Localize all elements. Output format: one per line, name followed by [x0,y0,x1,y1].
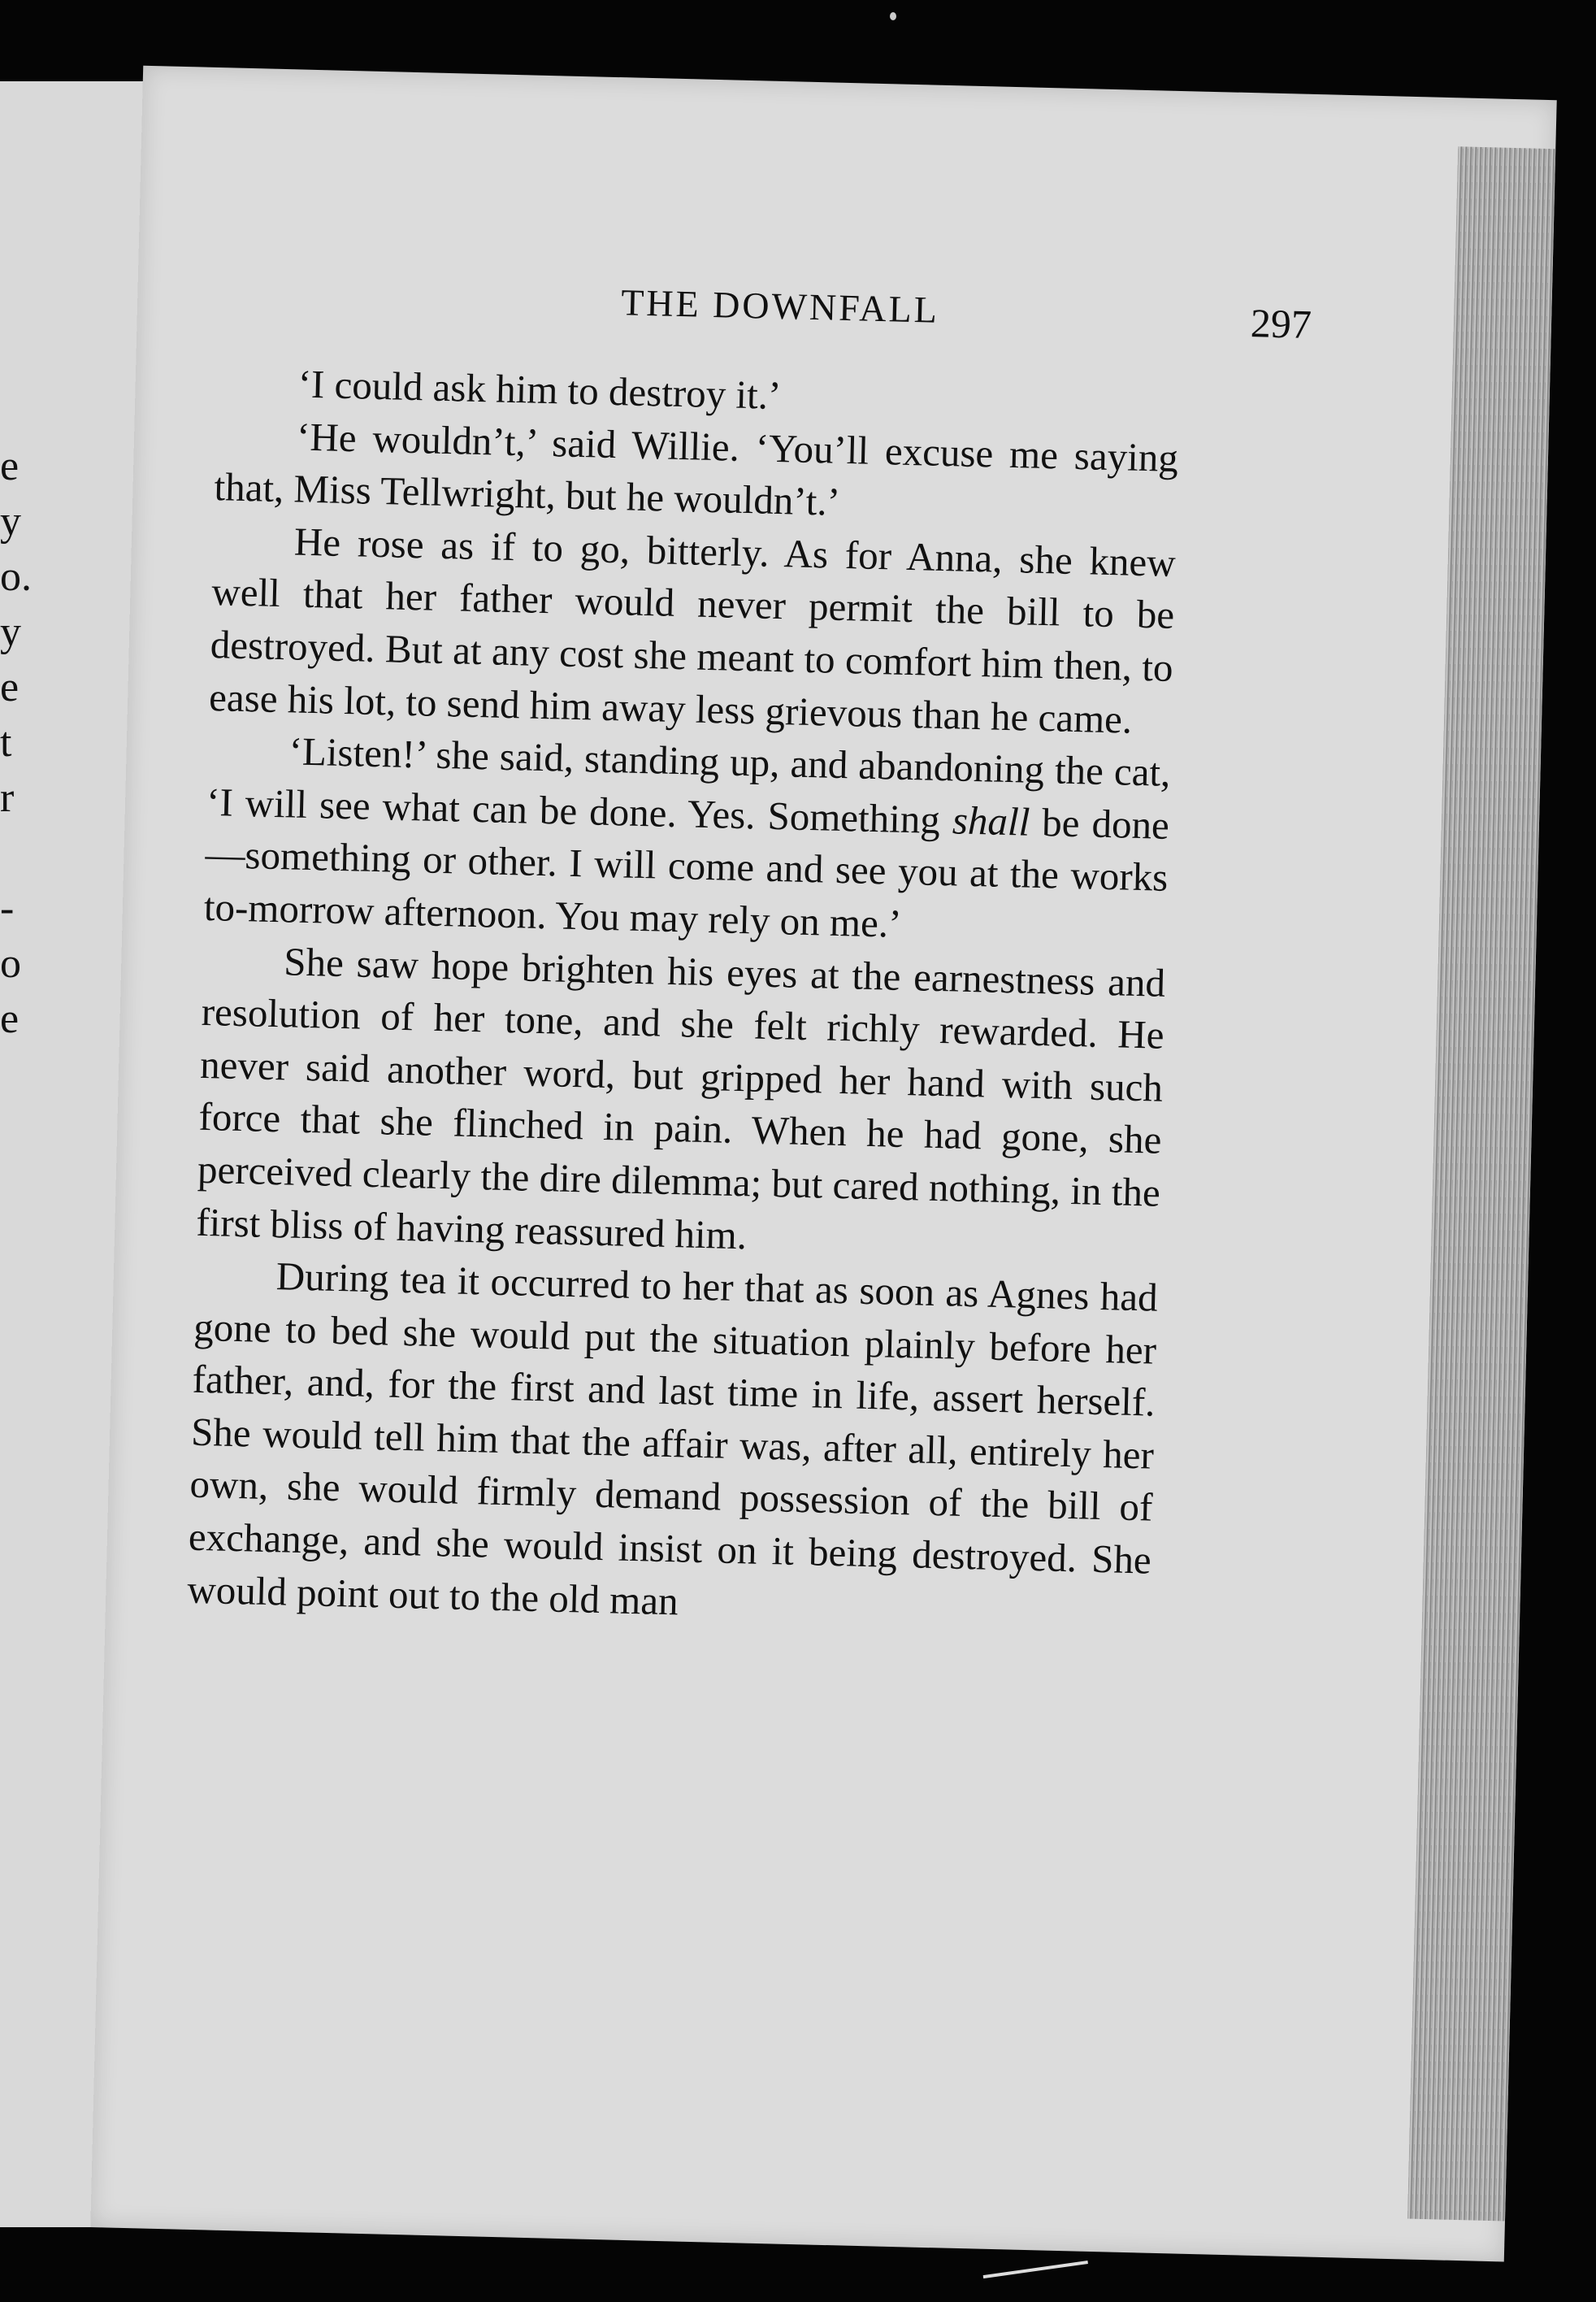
italic-emphasis: shall [952,797,1030,845]
scan-mark [983,2261,1090,2287]
left-fragment: r [0,775,15,821]
left-fragment: e [0,664,20,710]
left-fragment: o. [0,554,32,600]
left-fragment: o [0,940,21,987]
left-fragment: - [0,885,15,932]
page-number: 297 [1250,300,1312,347]
book-page [90,66,1556,2262]
left-fragment: y [0,498,21,545]
left-fragment: e [0,996,20,1042]
left-page-fragments [0,439,32,1047]
body-text [187,356,1181,1640]
left-fragment: e [0,443,20,489]
left-fragment: y [0,609,21,655]
page-edge-stack [1407,146,1555,2221]
paragraph: She saw hope brighten his eyes at the earnestness and resolution of her tone, and she felt richly rewarded. He never said another word, but gripped her hand with such force that she flinched in pain. When he had gone, she perceived clearly the dire dilemma; but cared nothing, in the first bliss of having reassured him. [195,938,1166,1257]
paragraph: ‘He wouldn’t,’ said Willie. ‘You’ll excuse me saying that, Miss Tellwright, but he wouldn’t.’ [213,414,1179,525]
left-fragment: t [0,719,12,766]
running-title: THE DOWNFALL [620,281,940,331]
paragraph: ‘I could ask him to destroy it.’ [297,361,782,419]
scan-speck [890,12,896,20]
paragraph: He rose as if to go, bitterly. As for Anna, she knew well that her father would never permit the bill to be destroyed. But at any cost she meant to comfort him then, to ease his lot, to send him away less grievous than he came. [208,519,1177,742]
left-fragment [0,826,24,881]
paragraph-segment: be done—something or other. I will come and see you at the works to-morrow afternoon. You may rely on me.’ [203,799,1170,946]
paragraph-segment: ‘Listen!’ she said, standing up, and abandoning the cat, ‘I will see what can be done. Yes. Something [206,728,1172,842]
running-head [137,269,1551,368]
paragraph: During tea it occurred to her that as soon as Agnes had gone to bed she would put the situation plainly before her father, and, for the first and last time in life, assert herself. She would tell him that the affair was, after all, entirely her own, she would firmly demand possession of the bill of exchange, and she would insist on it being destroyed. She would point out to the old man [186,1253,1159,1624]
paragraph [203,723,1171,957]
